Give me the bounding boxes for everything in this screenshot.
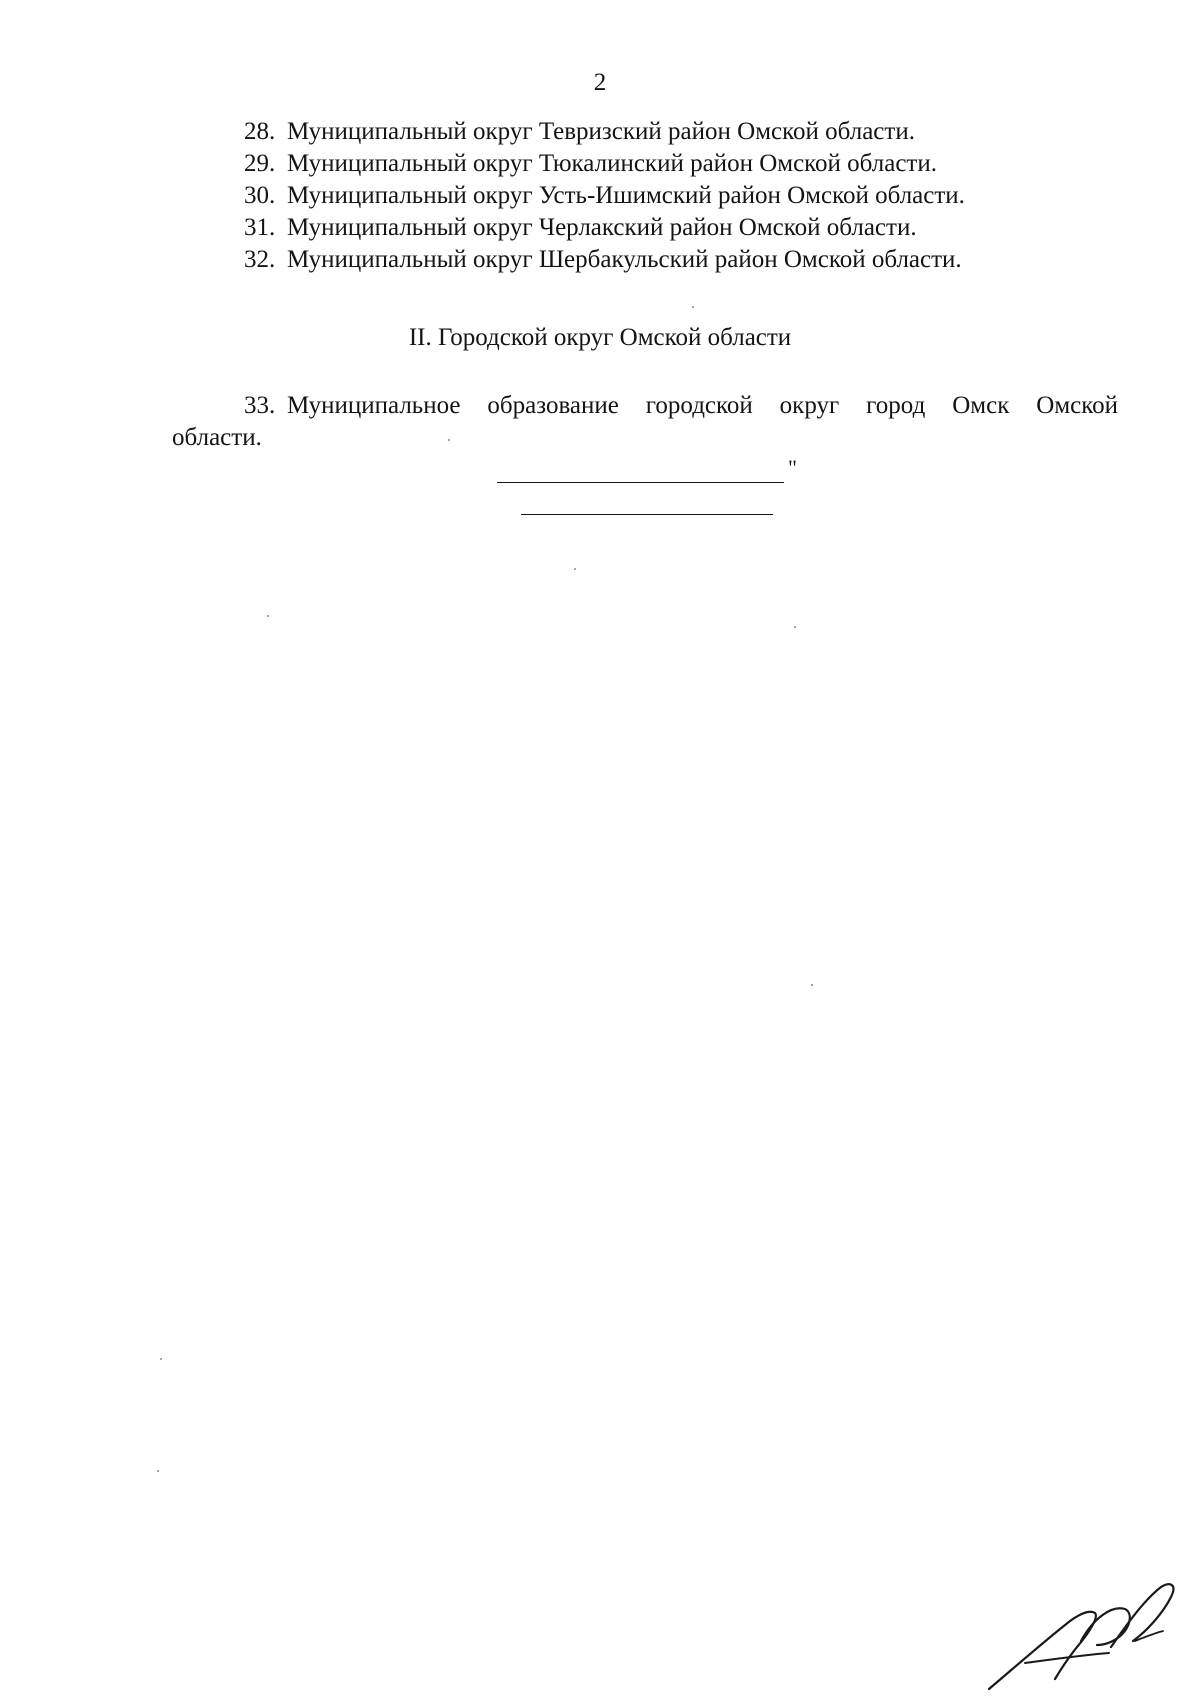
list-item-text: Муниципальный округ Тевризский район Омской области. xyxy=(287,118,915,145)
district-list xyxy=(0,116,1200,276)
scan-speck xyxy=(794,626,796,628)
paragraph-continuation: области. xyxy=(172,424,262,451)
handwritten-signature xyxy=(985,1575,1180,1693)
list-item-number: 28. xyxy=(244,118,276,145)
scan-speck xyxy=(448,439,450,441)
list-item-text: Муниципальный округ Шербакульский район Омской области. xyxy=(287,246,962,273)
list-item-number: 29. xyxy=(244,150,276,177)
list-item-number: 32. xyxy=(244,246,276,273)
list-item-text: Муниципальный округ Черлакский район Омской области. xyxy=(287,214,917,241)
list-item xyxy=(0,212,1200,244)
list-item-number: 31. xyxy=(244,214,276,241)
closing-rule xyxy=(497,482,784,483)
scan-speck xyxy=(692,306,694,308)
list-item xyxy=(0,148,1200,180)
list-item-text: Муниципальный округ Усть-Ишимский район Омской области. xyxy=(287,182,965,209)
scan-speck xyxy=(267,615,269,617)
list-item xyxy=(0,180,1200,212)
section-heading: II. Городской округ Омской области xyxy=(408,324,792,351)
list-item xyxy=(0,116,1200,148)
end-rule xyxy=(521,514,773,515)
scan-speck xyxy=(157,1470,159,1472)
page-number: 2 xyxy=(593,69,607,96)
list-item xyxy=(0,244,1200,276)
list-item-number: 30. xyxy=(244,182,276,209)
paragraph-line xyxy=(172,390,1118,422)
closing-quote-mark: " xyxy=(788,455,797,480)
scan-speck xyxy=(160,1358,162,1360)
paragraph-number: 33. xyxy=(244,392,276,419)
paragraph-text: Муниципальное образование городской округ город Омск Омской xyxy=(287,392,1118,419)
paragraph-item-33 xyxy=(172,390,1118,454)
list-item-text: Муниципальный округ Тюкалинский район Омской области. xyxy=(287,150,937,177)
scan-speck xyxy=(811,984,813,986)
scan-speck xyxy=(574,568,576,570)
